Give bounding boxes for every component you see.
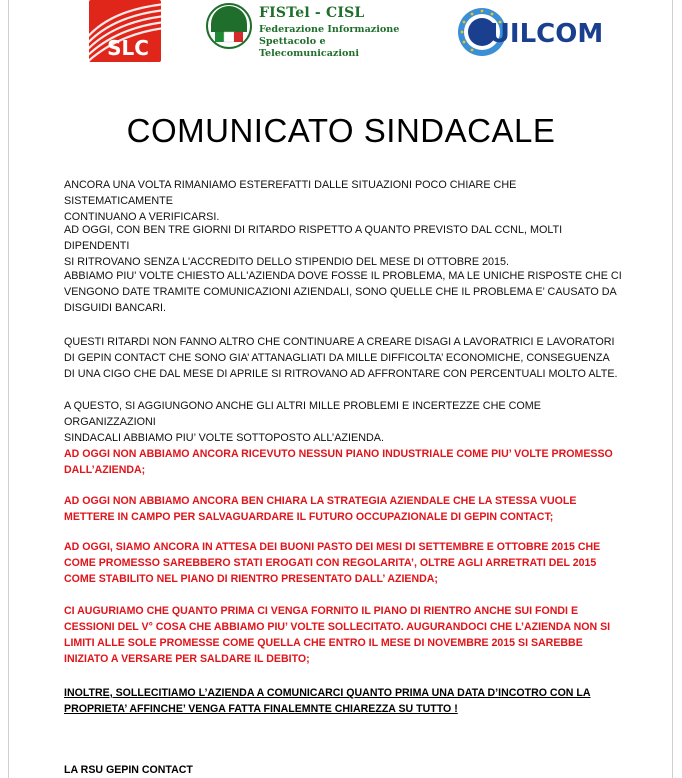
text-line: QUESTI RITARDI NON FANNO ALTRO CHE CONTINUARE A CREARE DISAGI A LAVORATRICI E LAVORATORI <box>64 336 615 348</box>
text-line: PROPRIETA’ AFFINCHE’ VENGA FATTA FINALEMNTE CHIAREZZA SU TUTTO ! <box>64 703 458 715</box>
svg-text:SLC: SLC <box>107 36 149 60</box>
text-line: SINDACALI ABBIAMO PIU’ VOLTE SOTTOPOSTO ALL’AZIENDA. <box>64 432 384 444</box>
paragraph-2 <box>64 222 624 270</box>
text-line: CI AUGURIAMO CHE QUANTO PRIMA CI VENGA FORNITO IL PIANO DI RIENTRO ANCHE SUI FONDI E <box>64 605 579 617</box>
text-line: A QUESTO, SI AGGIUNGONO ANCHE GLI ALTRI MILLE PROBLEMI E INCERTEZZE CHE COME ORGANIZZAZIONI <box>64 400 541 428</box>
text-line: AD OGGI NON ABBIAMO ANCORA RICEVUTO NESSUN PIANO INDUSTRIALE COME PIU’ VOLTE PROMESSO <box>64 448 613 460</box>
text-line: DI UNA CIGO CHE DAL MESE DI APRILE SI RITROVANO AD AFFRONTARE CON PERCENTUALI MOLTO ALTE. <box>64 368 618 380</box>
text-line: LIMITI ALLE SOLE PROMESSE COME QUELLA CHE ENTRO IL MESE DI NOVEMBRE 2015 SI SAREBBE <box>64 637 583 649</box>
closing-paragraph <box>64 685 624 717</box>
text-line: DI GEPIN CONTACT CHE SONO GIA’ ATTANAGLIATI DA MILLE DIFFICOLTA’ ECONOMICHE, CONSEGUENZA <box>64 352 610 364</box>
paragraph-1 <box>64 177 624 225</box>
text-line: DISGUIDI BANCARI. <box>64 302 166 314</box>
text-line: COME PROMESSO SAREBBERO STATI EROGATI CON REGOLARITA’, OLTRE AGLI ARRETRATI DEL 2015 <box>64 557 597 569</box>
text-line: METTERE IN CAMPO PER SALVAGUARDARE IL FUTURO OCCUPAZIONALE DI GEPIN CONTACT; <box>64 511 554 523</box>
text-line: ANCORA UNA VOLTA RIMANIAMO ESTEREFATTI DALLE SITUAZIONI POCO CHIARE CHE SISTEMATICAMENTE <box>64 179 517 207</box>
text-line: AD OGGI, CON BEN TRE GIORNI DI RITARDO RISPETTO A QUANTO PREVISTO DAL CCNL, MOLTI DIPENDENTI <box>64 224 563 252</box>
red-point-2 <box>64 493 624 525</box>
signature: LA RSU GEPIN CONTACT <box>64 764 193 776</box>
text-line: INIZIATO A VERSARE PER SALDARE IL DEBITO; <box>64 653 310 665</box>
red-point-1 <box>64 446 624 478</box>
red-point-4 <box>64 603 624 667</box>
uilcom-logo <box>456 0 604 62</box>
paragraph-3 <box>64 268 624 316</box>
text-line: ABBIAMO PIU' VOLTE CHIESTO ALL'AZIENDA DOVE FOSSE IL PROBLEMA, MA LE UNICHE RISPOSTE CHE CI <box>64 270 622 282</box>
fistel-subtitle-line2: Spettacolo e Telecomunicazioni <box>259 36 360 59</box>
text-line: CONTINUANO A VERIFICARSI. <box>64 211 220 223</box>
text-line: DALL’AZIENDA; <box>64 464 146 476</box>
document-title: COMUNICATO SINDACALE <box>126 112 556 149</box>
fistel-cisl-logo <box>205 2 425 59</box>
letterhead <box>0 0 682 70</box>
fistel-subtitle-line1: Federazione Informazione <box>259 24 400 35</box>
fistel-emblem-icon <box>205 2 253 50</box>
text-line: CESSIONI DEL V° COSA CHE ABBIAMO PIU’ VOLTE SOLLECITATO. AUGURANDOCI CHE L’AZIENDA NON SI <box>64 621 611 633</box>
text-line: INOLTRE, SOLLECITIAMO L’AZIENDA A COMUNICARCI QUANTO PRIMA UNA DATA D’INCOTRO CON LA <box>64 687 591 699</box>
fistel-subtitle <box>259 24 425 60</box>
paragraph-5 <box>64 398 624 446</box>
red-point-3 <box>64 539 624 587</box>
paragraph-4 <box>64 334 624 382</box>
text-line: SI RITROVANO SENZA L'ACCREDITO DELLO STIPENDIO DEL MESE DI OTTOBRE 2015. <box>64 256 510 268</box>
text-line: COME STABILITO NEL PIANO DI RIENTRO PRESENTATO DALL’ AZIENDA; <box>64 573 438 585</box>
svg-text:UILCOM: UILCOM <box>488 19 604 49</box>
text-line: AD OGGI NON ABBIAMO ANCORA BEN CHIARA LA STRATEGIA AZIENDALE CHE LA STESSA VUOLE <box>64 495 577 507</box>
slc-logo <box>89 0 161 62</box>
fistel-name: FISTel - CISL <box>259 5 365 21</box>
text-line: AD OGGI, SIAMO ANCORA IN ATTESA DEI BUONI PASTO DEI MESI DI SETTEMBRE E OTTOBRE 2015 CHE <box>64 541 601 553</box>
text-line: VENGONO DATE TRAMITE COMUNICAZIONI AZIENDALI, SONO QUELLE CHE IL PROBLEMA E’ CAUSATO DA <box>64 286 617 298</box>
